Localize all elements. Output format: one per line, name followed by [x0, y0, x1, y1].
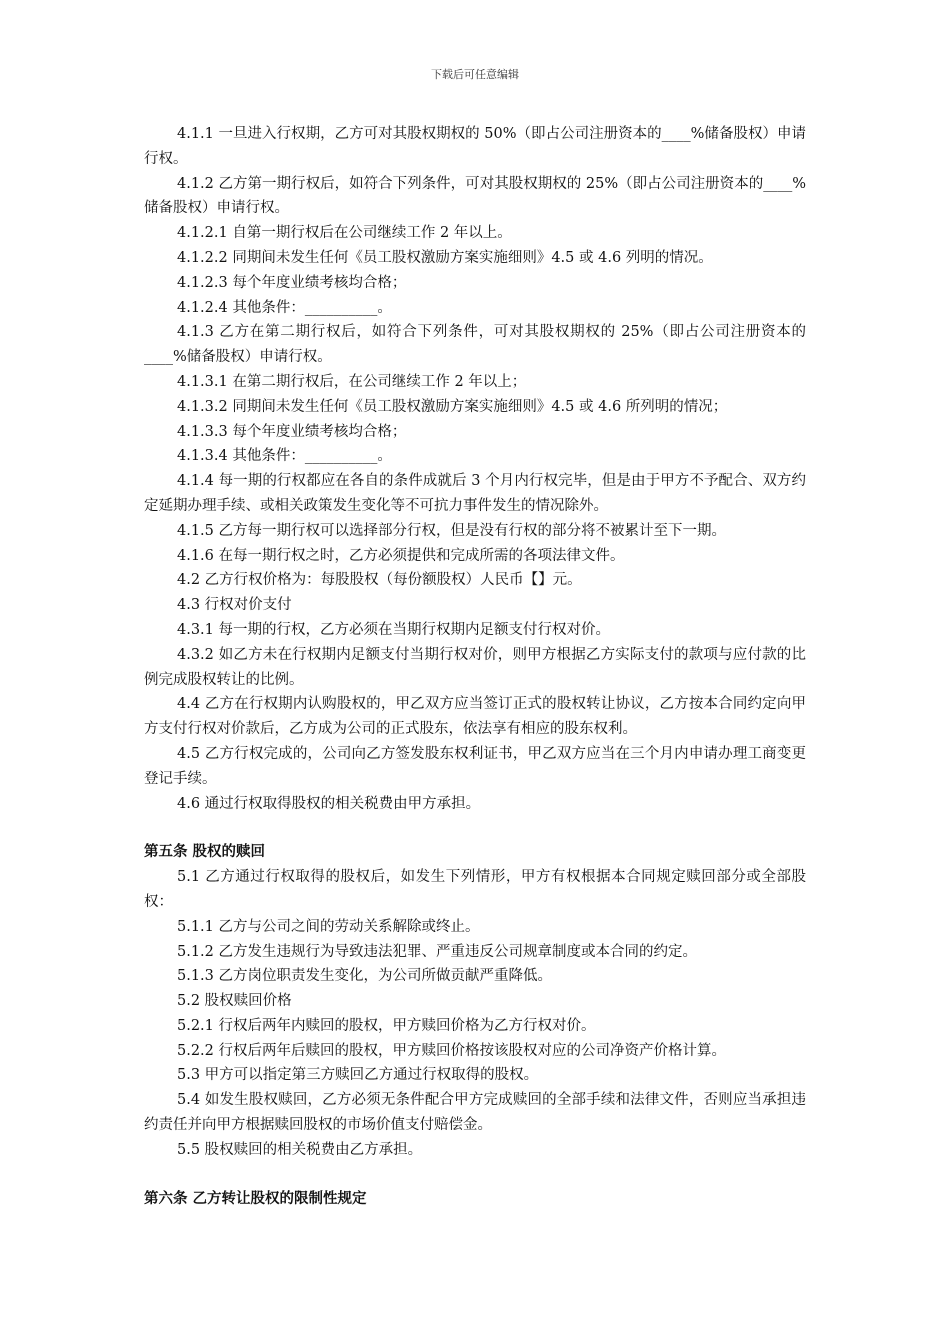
- clause-4-1-6: 4.1.6 在每一期行权之时，乙方必须提供和完成所需的各项法律文件。: [177, 547, 625, 564]
- clause-5-3: 5.3 甲方可以指定第三方赎回乙方通过行权取得的股权。: [177, 1067, 539, 1084]
- section-5-clauses: [144, 865, 806, 1163]
- clause-5-2-1: 5.2.1 行权后两年内赎回的股权，甲方赎回价格为乙方行权对价。: [177, 1017, 596, 1034]
- clause-5-1: 5.1 乙方通过行权取得的股权后，如发生下列情形，甲方有权根据本合同规定赎回部分或全部股权：: [144, 869, 806, 910]
- clause-5-1-1: 5.1.1 乙方与公司之间的劳动关系解除或终止。: [177, 918, 480, 935]
- clause-5-4: 5.4 如发生股权赎回，乙方必须无条件配合甲方完成赎回的全部手续和法律文件，否则应当承担违约责任并向甲方根据赎回股权的市场价值支付赔偿金。: [144, 1092, 806, 1134]
- clause-5-5: 5.5 股权赎回的相关税费由乙方承担。: [177, 1141, 423, 1158]
- clause-4-1-4: 4.1.4 每一期的行权都应在各自的条件成就后 3 个月内行权完毕，但是由于甲方不予配合、双方约定延期办理手续、或相关政策发生变化等不可抗力事件发生的情况除外。: [144, 473, 806, 514]
- clause-4-1-3-3: 4.1.3.3 每个年度业绩考核均合格；: [177, 423, 407, 440]
- clause-4-1-5: 4.1.5 乙方每一期行权可以选择部分行权，但是没有行权的部分将不被累计至下一期。: [177, 522, 727, 539]
- clause-4-1-2: 4.1.2 乙方第一期行权后，如符合下列条件，可对其股权期权的 25%（即占公司注册资本的____%储备股权）申请行权。: [144, 175, 806, 217]
- clause-4-3-1: 4.3.1 每一期的行权，乙方必须在当期行权期内足额支付行权对价。: [177, 621, 611, 638]
- clause-4-3-2: 4.3.2 如乙方未在行权期内足额支付当期行权对价，则甲方根据乙方实际支付的款项与应付款的比例完成股权转让的比例。: [144, 646, 806, 688]
- clause-4-1-2-3: 4.1.2.3 每个年度业绩考核均合格；: [177, 274, 407, 291]
- clause-5-2-2: 5.2.2 行权后两年后赎回的股权，甲方赎回价格按该股权对应的公司净资产价格计算。: [177, 1042, 727, 1059]
- clause-4-1-2-2: 4.1.2.2 同期间未发生任何《员工股权激励方案实施细则》4.5 或 4.6 列明的情况。: [177, 249, 713, 266]
- clause-4-1-3: 4.1.3 乙方在第二期行权后，如符合下列条件，可对其股权期权的 25%（即占公司注册资本的____%储备股权）申请行权。: [144, 324, 806, 366]
- clause-5-2: 5.2 股权赎回价格: [177, 993, 292, 1010]
- clause-5-1-3: 5.1.3 乙方岗位职责发生变化，为公司所做贡献严重降低。: [177, 968, 553, 985]
- clause-4-3: 4.3 行权对价支付: [177, 597, 292, 614]
- clause-4-1-3-1: 4.1.3.1 在第二期行权后，在公司继续工作 2 年以上；: [177, 373, 527, 390]
- section-4-clauses: [144, 122, 806, 816]
- clause-5-1-2: 5.1.2 乙方发生违规行为导致违法犯罪、严重违反公司规章制度或本合同的约定。: [177, 943, 698, 960]
- document-body: [144, 122, 806, 1211]
- clause-4-2: 4.2 乙方行权价格为：每股股权（每份额股权）人民币【】元。: [177, 572, 582, 589]
- clause-4-1-3-2: 4.1.3.2 同期间未发生任何《员工股权激励方案实施细则》4.5 或 4.6 所列明的情况；: [177, 398, 728, 415]
- clause-4-4: 4.4 乙方在行权期内认购股权的，甲乙双方应当签订正式的股权转让协议，乙方按本合同约定向甲方支付行权对价款后，乙方成为公司的正式股东，依法享有相应的股东权利。: [144, 696, 806, 738]
- clause-4-1-3-4: 4.1.3.4 其他条件：__________。: [177, 448, 392, 465]
- clause-4-1-2-4: 4.1.2.4 其他条件：__________。: [177, 299, 392, 316]
- section-6-heading: 第六条 乙方转让股权的限制性规定: [144, 1189, 367, 1207]
- page-header: 下载后可任意编辑: [431, 68, 519, 81]
- clause-4-1-2-1: 4.1.2.1 自第一期行权后在公司继续工作 2 年以上。: [177, 225, 512, 242]
- section-5-heading: 第五条 股权的赎回: [144, 843, 266, 861]
- clause-4-6: 4.6 通过行权取得股权的相关税费由甲方承担。: [177, 795, 481, 812]
- clause-4-5: 4.5 乙方行权完成的，公司向乙方签发股东权利证书，甲乙双方应当在三个月内申请办理工商变更登记手续。: [144, 745, 806, 787]
- clause-4-1-1: 4.1.1 一旦进入行权期，乙方可对其股权期权的 50%（即占公司注册资本的____%储备股权）申请行权。: [144, 126, 806, 167]
